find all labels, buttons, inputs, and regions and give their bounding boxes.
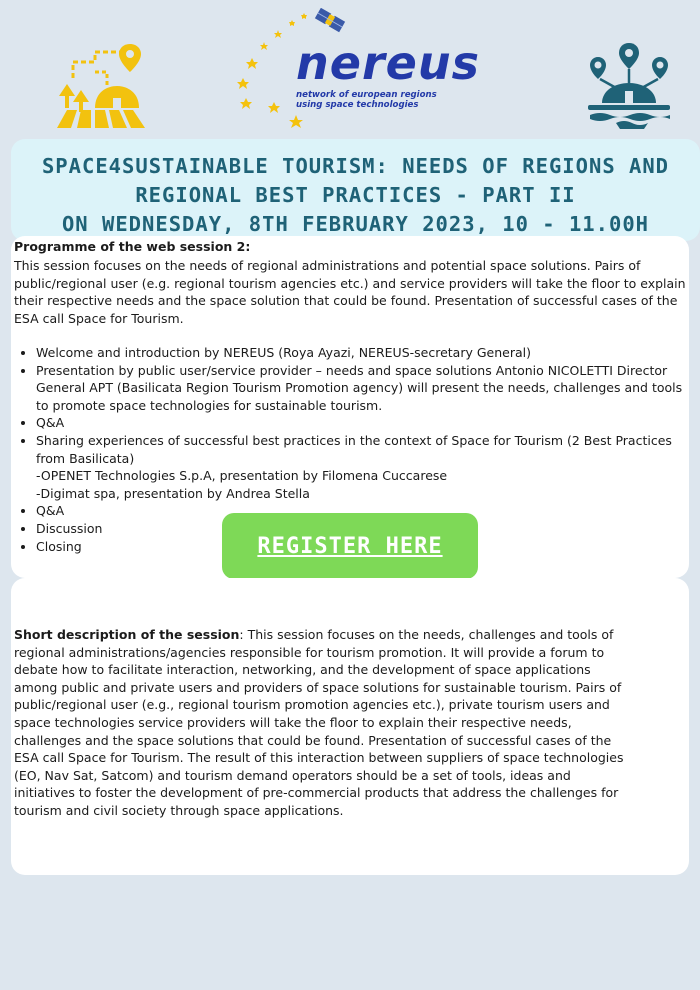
description-label: Short description of the session: [14, 627, 240, 642]
nereus-tagline: network of european regions using space technologies: [296, 90, 437, 110]
header: [0, 0, 700, 140]
tourism-route-icon: [55, 42, 147, 130]
page-title: SPACE4SUSTAINABLE TOURISM: NEEDS OF REGIONS AND REGIONAL BEST PRACTICES - PART II ON WEDNESDAY, 8TH FEBRUARY 2023, 10 - 11.00H: [41, 154, 670, 236]
list-item: • Sharing experiences of successful best practices in the context of Space for Tourism (2 Best Practices from Basilicata) -OPENET Technologies S.p.A, presentation by Filomena Cuccarese -Digimat spa, presentation by Andrea Stella: [36, 432, 686, 502]
list-item: • Welcome and introduction by NEREUS (Roya Ayazi, NEREUS-secretary General): [36, 344, 686, 362]
best-practice-digimat: -Digimat spa, presentation by Andrea Stella: [36, 485, 310, 501]
list-item: • Q&A: [36, 502, 686, 520]
programme-intro: This session focuses on the needs of regional administrations and potential space solutions. Pairs of public/regional user (e.g. regional tourism agencies etc.) and service providers will take the floor to explain their respective needs and the space solution that could be found. Presentation of successful cases of the ESA call Space for Tourism.: [14, 258, 686, 326]
list-item: • Presentation by public user/service provider – needs and space solutions Antonio NICOLETTI Director General APT (Basilicata Region Tourism Promotion agency) will present the needs, challenges and tools to promote space technologies for sustainable tourism.: [36, 362, 686, 415]
list-item: • Discussion: [36, 520, 686, 538]
best-practice-openet: -OPENET Technologies S.p.A, presentation by Filomena Cuccarese: [36, 468, 448, 484]
register-button[interactable]: REGISTER HERE: [222, 513, 478, 579]
programme-heading: Programme of the web session 2:: [14, 239, 251, 254]
list-item: • Q&A: [36, 414, 686, 432]
session-description: [14, 626, 634, 820]
nereus-wordmark: nereus: [296, 36, 480, 90]
description-text: : This session focuses on the needs, challenges and tools of regional administrations/agencies responsible for tourism promotion. It will provide a forum to debate how to facilitate interaction, networking, and the development of space applications among public and private users and providers of space solutions for sustainable tourism. Pairs of public/regional user (e.g., regional tourism promotion agencies etc.), private tourism users and space technologies service providers will take the floor to explain their respective needs, challenges and the space solutions that could be found. Presentation of successful cases of the ESA call Space for Tourism. The result of this interaction between suppliers of space technologies (EO, Nav Sat, Satcom) and tourism demand operators should be a set of tools, ideas and initiatives to foster the development of pre-commercial products that address the challenges for tourism and civil society through space applications.: [14, 627, 624, 818]
list-item: • Closing: [36, 538, 686, 556]
location-network-icon: [586, 43, 672, 129]
